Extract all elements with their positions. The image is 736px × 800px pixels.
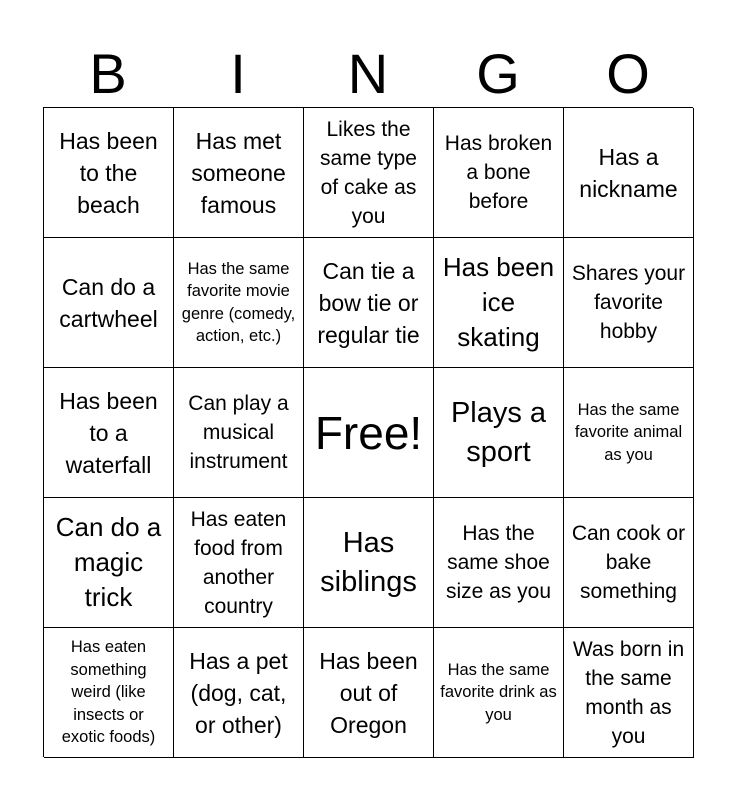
cell-text: Plays a sport	[450, 396, 547, 468]
header-letter-i: I	[230, 42, 246, 105]
cell-text: Can cook or bake something	[571, 522, 686, 603]
bingo-cell[interactable]	[304, 498, 434, 628]
header-letter-n: N	[347, 42, 389, 105]
header-letter-o: O	[606, 42, 650, 105]
cell-text: Can play a musical instrument	[188, 392, 289, 473]
cell-text: Can do a magic trick	[55, 512, 162, 612]
free-space-text: Free!	[314, 406, 423, 459]
bingo-cell[interactable]	[44, 368, 174, 498]
cell-text: Has the same favorite drink as you	[440, 660, 557, 724]
bingo-cell[interactable]	[174, 628, 304, 758]
cell-text: Has been to a waterfall	[59, 387, 158, 478]
bingo-cell[interactable]	[304, 238, 434, 368]
cell-text: Has been ice skating	[442, 252, 555, 352]
cell-text: Can do a cartwheel	[59, 273, 158, 332]
bingo-cell[interactable]	[44, 628, 174, 758]
bingo-cell[interactable]	[434, 108, 564, 238]
cell-text: Has a pet (dog, cat, or other)	[189, 647, 288, 738]
free-space-cell[interactable]	[304, 368, 434, 498]
bingo-cell[interactable]	[174, 108, 304, 238]
bingo-cell[interactable]	[564, 108, 694, 238]
cell-text: Shares your favorite hobby	[571, 262, 686, 343]
cell-text: Has broken a bone before	[444, 132, 553, 213]
bingo-cell[interactable]	[564, 238, 694, 368]
cell-text: Has the same shoe size as you	[445, 522, 552, 603]
bingo-cell[interactable]	[434, 498, 564, 628]
bingo-cell[interactable]	[304, 108, 434, 238]
cell-text: Has eaten food from another country	[190, 507, 287, 618]
cell-text: Has the same favorite animal as you	[574, 400, 683, 464]
bingo-cell[interactable]	[434, 238, 564, 368]
cell-text: Was born in the same month as you	[572, 637, 685, 748]
bingo-cell[interactable]	[174, 498, 304, 628]
bingo-grid	[43, 107, 693, 757]
cell-text: Has eaten something weird (like insects or exotic foods)	[61, 638, 156, 747]
cell-text: Has been out of Oregon	[319, 647, 418, 738]
bingo-cell[interactable]	[434, 368, 564, 498]
bingo-cell[interactable]	[174, 238, 304, 368]
bingo-cell[interactable]	[304, 628, 434, 758]
bingo-cell[interactable]	[174, 368, 304, 498]
cell-text: Has a nickname	[579, 143, 678, 202]
cell-text: Has been to the beach	[59, 127, 158, 218]
bingo-cell[interactable]	[44, 238, 174, 368]
bingo-cell[interactable]	[564, 628, 694, 758]
cell-text: Has siblings	[320, 526, 417, 598]
bingo-cell[interactable]	[44, 108, 174, 238]
bingo-cell[interactable]	[44, 498, 174, 628]
cell-text: Has the same favorite movie genre (comedy, action, etc.)	[181, 259, 296, 345]
bingo-cell[interactable]	[564, 368, 694, 498]
bingo-cell[interactable]	[564, 498, 694, 628]
cell-text: Has met someone famous	[191, 127, 286, 218]
bingo-cell[interactable]	[434, 628, 564, 758]
header-letter-g: G	[476, 42, 520, 105]
bingo-header	[43, 40, 693, 108]
cell-text: Can tie a bow tie or regular tie	[317, 257, 420, 348]
header-letter-b: B	[89, 42, 127, 105]
cell-text: Likes the same type of cake as you	[320, 117, 417, 228]
